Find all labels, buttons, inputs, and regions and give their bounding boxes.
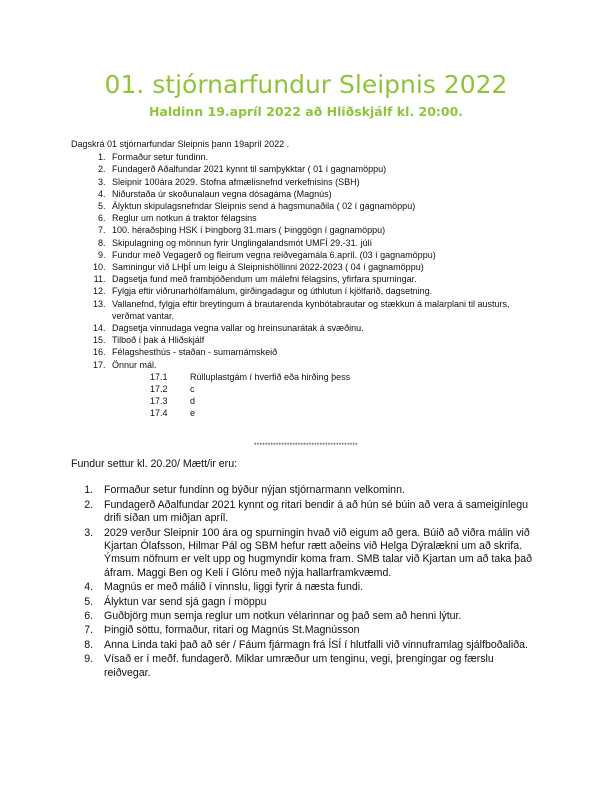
agenda-subitem: [150, 395, 541, 407]
section-divider: **************************************: [254, 443, 358, 449]
minutes-intro: Fundur settur kl. 20.20/ Mætt/ir eru:: [71, 458, 238, 470]
agenda-list: [71, 151, 541, 419]
page-subtitle: Haldinn 19.apríl 2022 að Hliðskjálf kl. 20:00.: [148, 104, 464, 119]
minutes-item: 5. Ályktun var send sjá gagn í möppu: [96, 596, 541, 609]
agenda-item: 14. Dagsetja vinnudaga vegna vallar og hreinsunarátak á svæðinu.: [108, 322, 541, 334]
agenda-item: 3. Sleipnir 100ára 2029. Stofna afmælisnefnd verkefnisins (SBH): [108, 176, 541, 188]
agenda-intro: Dagskrá 01 stjórnarfundar Sleipnis þann 19apríl 2022 .: [71, 139, 290, 149]
minutes-item: 3. 2029 verður Sleipnir 100 ára og spurningin hvað við eigum að gera. Búið að viðra málin við Kjartan Ólafsson, Hilmar Pál og SBM hefur rætt aðeins við Helga Dýralækni um að skrifa. Ýmsum nöfnum er velt upp og hugmyndir koma fram. SMB talar við Kjartan um að taka það áfram. Maggi Ben og Keli í Glóru með nýja hallarframkvæmd.: [96, 527, 541, 581]
agenda-item: 7. 100. héraðsþing HSK í Þingborg 31.mars ( Þinggögn í gagnamöppu): [108, 224, 541, 236]
minutes-item: 2. Fundagerð Aðalfundar 2021 kynnt og ritari bendir á að hún sé búin að vera á sameiginlegu drifi síðan um miðjan apríl.: [96, 499, 541, 526]
subitem-text: Rúlluplastgám í hverfið eða hirðing þess: [190, 371, 351, 382]
subitem-text: c: [190, 384, 195, 395]
minutes-section: [71, 458, 541, 681]
agenda-item-text: Önnur mál.: [112, 359, 157, 370]
minutes-list: [71, 484, 541, 680]
agenda-subitem: [150, 383, 541, 395]
subitem-number: 17.4: [150, 408, 168, 419]
minutes-item: 8. Anna Linda taki það að sér / Fáum fjármagn frá ÍSÍ í hlutfalli við vinnuframlag sjálfboðaliða.: [96, 639, 541, 652]
agenda-item: 16. Félagshesthús - staðan - sumarnámskeið: [108, 346, 541, 358]
agenda-item: 13. Vallanefnd, fylgja eftir breytingum á brautarenda kynbótabrautar og stækkun á malarplani til austurs, verðmat vantar.: [108, 298, 541, 322]
subitem-number: 17.3: [150, 396, 168, 407]
agenda-item: 6. Reglur um notkun á traktor félagsins: [108, 212, 541, 224]
agenda-item: 1. Formaður setur fundinn.: [108, 151, 541, 163]
minutes-item: 4. Magnús er með málið í vinnslu, liggi fyrir á næsta fundi.: [96, 581, 541, 594]
minutes-item: 6. Guðbjörg mun semja reglur um notkun vélarinnar og það sem að henni lýtur.: [96, 610, 541, 623]
agenda-item: 5. Ályktun skipulagsnefndar Sleipnis send á hagsmunaðila ( 02 í gagnamöppu): [108, 200, 541, 212]
page-title: 01. stjórnarfundur Sleipnis 2022: [104, 70, 508, 99]
agenda-item: 4. Niðurstaða úr skoðunalaun vegna dósagáma (Magnús): [108, 188, 541, 200]
agenda-sublist: [112, 371, 541, 420]
subitem-number: 17.1: [150, 371, 168, 382]
minutes-item: 9. Vísað er í meðf. fundagerð. Miklar umræður um tenginu, vegi, þrengingar og færslu reiðvegar.: [96, 653, 541, 680]
subitem-text: e: [190, 408, 196, 419]
subitem-number: 17.2: [150, 384, 168, 395]
agenda-item: 8. Skipulagning og mönnun fyrir Unglingalandsmót UMFÍ 29.-31. júlí: [108, 237, 541, 249]
agenda-item: 10. Samningur við LHþÍ um leigu á Sleipnishöllinni 2022-2023 ( 04 í gagnamöppu): [108, 261, 541, 273]
agenda-section: [71, 138, 541, 420]
agenda-item: 2. Fundagerð Aðalfundar 2021 kynnt til samþykktar ( 01 í gagnamöppu): [108, 163, 541, 175]
agenda-item: [108, 359, 541, 420]
subitem-text: d: [190, 396, 196, 407]
minutes-item: 1. Formaður setur fundinn og býður nýjan stjórnarmann velkominn.: [96, 484, 541, 497]
agenda-subitem: [150, 371, 541, 383]
agenda-item: 15. Tilboð í þak á Hliðskjálf: [108, 334, 541, 346]
agenda-item: 9. Fundur með Vegagerð og fleirum vegna reiðvegamála 6.apríl. (03 í gagnamöppu): [108, 249, 541, 261]
agenda-item: 12. Fylgja eftir viðrunarhólfamálum, girðingadagur og úthlutun í kjölfarið, dagsetning.: [108, 285, 541, 297]
minutes-item: 7. Þingið söttu, formaður, ritari og Magnús St.Magnússon: [96, 624, 541, 637]
agenda-item: 11. Dagsetja fund með frambjóðendum um málefni félagsins, yfirfara spurningar.: [108, 273, 541, 285]
agenda-subitem: [150, 407, 541, 419]
